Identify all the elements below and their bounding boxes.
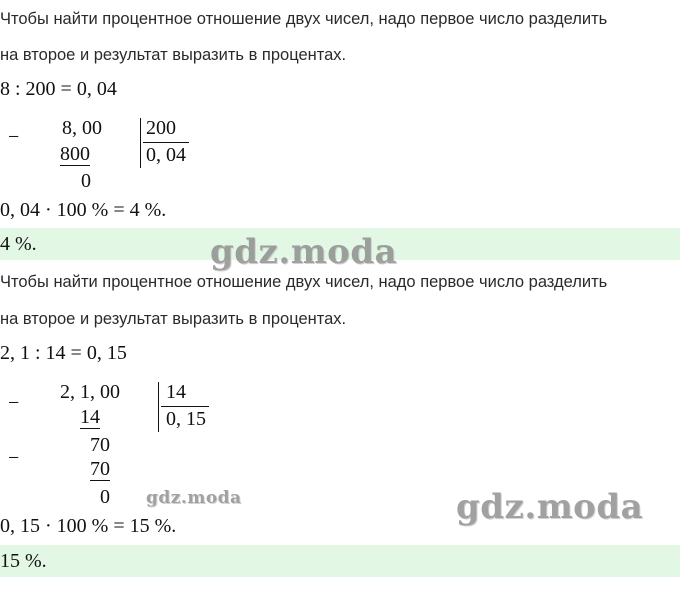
- answer-band: [0, 545, 680, 577]
- divisor-line: [161, 406, 209, 407]
- watermark-logo: gdz.moda: [210, 232, 398, 272]
- rule-text-line1: Чтобы найти процентное отношение двух чисел, надо первое число разделить: [0, 10, 608, 28]
- rule-text-line2: на второе и результат выразить в процентах.: [0, 46, 347, 64]
- subtrahend: 14: [80, 406, 100, 428]
- watermark-logo: gdz.moda: [456, 487, 644, 527]
- minus-sign: −: [8, 392, 20, 414]
- remainder: 0: [81, 170, 91, 192]
- remainder: 0: [100, 486, 110, 508]
- subtrahend: 800: [60, 143, 90, 165]
- divisor: 200: [146, 117, 176, 139]
- equation: 2, 1 : 14 = 0, 15: [0, 342, 127, 364]
- divisor-line: [143, 142, 189, 143]
- quotient: 0, 04: [146, 144, 186, 166]
- rule-text-line1: Чтобы найти процентное отношение двух чисел, надо первое число разделить: [0, 273, 608, 291]
- divisor: 14: [166, 381, 186, 403]
- equation: 8 : 200 = 0, 04: [0, 78, 117, 100]
- answer: 4 %.: [0, 233, 37, 255]
- partial-dividend: 70: [90, 434, 110, 456]
- watermark-logo: gdz.moda: [146, 488, 242, 508]
- rule-text-line2: на второе и результат выразить в процентах.: [0, 310, 347, 328]
- minus-sign: −: [8, 447, 20, 469]
- dividend: 8, 00: [62, 117, 102, 139]
- result-line: 0, 15 · 100 % = 15 %.: [0, 515, 177, 537]
- division-bracket: [140, 118, 141, 168]
- division-bracket: [158, 382, 159, 432]
- dividend: 2, 1, 00: [60, 381, 120, 403]
- quotient: 0, 15: [166, 408, 206, 430]
- answer: 15 %.: [0, 550, 47, 572]
- minus-sign: −: [8, 126, 20, 148]
- subtrahend: 70: [90, 458, 110, 480]
- result-line: 0, 04 · 100 % = 4 %.: [0, 199, 167, 221]
